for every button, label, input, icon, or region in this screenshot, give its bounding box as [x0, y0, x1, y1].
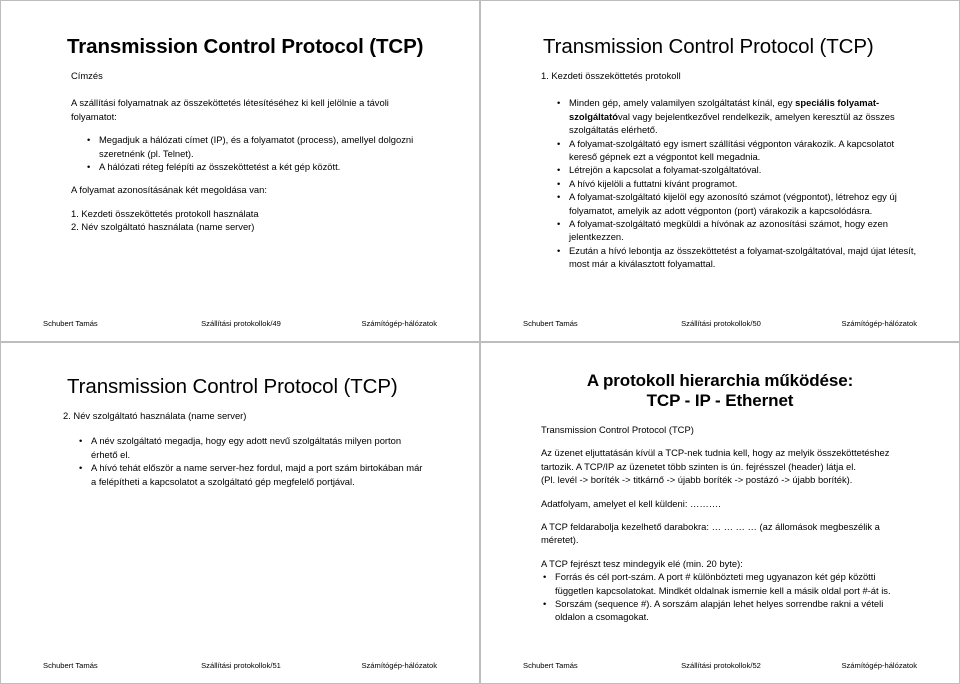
slide-49 [0, 0, 480, 342]
bullet-list [541, 570, 901, 624]
footer-page: Szállítási protokollok/49 [201, 319, 281, 328]
intro-text: A szállítási folyamatnak az összeköttetés létesítéséhez ki kell jelölnie a távoli folyamatot: [71, 97, 389, 122]
slide-51 [0, 342, 480, 684]
list-item: 1. Kezdeti összeköttetés protokoll használata [71, 207, 259, 219]
footer-course: Számítógép-hálózatok [841, 319, 917, 328]
slide-title-line1: A protokoll hierarchia működése: [586, 371, 854, 390]
bullet-text-a: Minden gép, amely valamilyen szolgáltatást kínál, egy [569, 97, 796, 109]
paragraph: Az üzenet eljuttatásán kívül a TCP-nek tudnia kell, hogy az melyik összeköttetéshez tartozik. A TCP/IP az üzenetet több szinten is ún. fejrésszel (header) látja el. [541, 447, 890, 472]
footer-course: Számítógép-hálózatok [841, 661, 917, 670]
footer-author: Schubert Tamás [523, 319, 578, 328]
footer-author: Schubert Tamás [43, 661, 98, 670]
list-item: • A hívó kijelöli a futtatni kívánt programot. [555, 177, 921, 190]
slide-title: Transmission Control Protocol (TCP) [67, 35, 424, 58]
list-item: • A folyamat-szolgáltató egy ismert szállítási végponton várakozik. A kapcsolatot kereső gépnek ezt a végpontot kell megadnia. [555, 137, 921, 164]
slide-title-line2: TCP - IP - Ethernet [646, 391, 794, 410]
slide-heading: 1. Kezdeti összeköttetés protokoll [541, 70, 681, 81]
slide-title [481, 371, 959, 411]
slide-heading: 2. Név szolgáltató használata (name server) [63, 410, 247, 421]
list-item: • A folyamat-szolgáltató kijelöl egy azonosító számot (végpontot), létrehoz egy új folyamatot, amelyik az adott végponton (port) várakozik a kapcsolódásra. [555, 190, 921, 217]
footer-author: Schubert Tamás [43, 319, 98, 328]
paragraph: A TCP fejrészt tesz mindegyik elé (min. 20 byte): [541, 557, 743, 569]
list-item: • A hívó tehát először a name server-hez fordul, majd a port szám birtokában már a felépítheti a kapcsolatot a szolgáltató gép megfelelő portjával. [77, 461, 423, 488]
list-item: • Sorszám (sequence #). A sorszám alapján lehet helyes sorrendbe rakni a vételi oldalon a csomagokat. [541, 597, 901, 624]
slide-body [541, 69, 921, 271]
bullet-list [85, 133, 431, 173]
slide-heading: Transmission Control Protocol (TCP) [541, 424, 694, 435]
slide-body [71, 69, 431, 234]
footer-course: Számítógép-hálózatok [361, 319, 437, 328]
slide-title: Transmission Control Protocol (TCP) [543, 35, 874, 58]
footer-page: Szállítási protokollok/51 [201, 661, 281, 670]
paragraph: (Pl. levél -> boríték -> titkárnő -> újabb boríték -> postázó -> újabb boríték). [541, 474, 853, 486]
slide-body [541, 423, 901, 624]
list-item: • A folyamat-szolgáltató megküldi a hívónak az azonosítási számot, hogy ezen jelentkezzen. [555, 217, 921, 244]
slide-50 [480, 0, 960, 342]
slide-title: Transmission Control Protocol (TCP) [67, 375, 398, 398]
paragraph: Adatfolyam, amelyet el kell küldeni: ………. [541, 497, 721, 509]
footer-page: Szállítási protokollok/50 [681, 319, 761, 328]
numbered-list [71, 207, 431, 234]
slide-body [63, 409, 423, 488]
bullet-text-c: val vagy bejelentkezővel rendelkezik, amelyen keresztül az összes szolgáltatás elérhető. [569, 110, 895, 136]
list-item: 2. Név szolgáltató használata (name server) [71, 221, 255, 233]
footer-course: Számítógép-hálózatok [361, 661, 437, 670]
footer-author: Schubert Tamás [523, 661, 578, 670]
footer-page: Szállítási protokollok/52 [681, 661, 761, 670]
slide-52 [480, 342, 960, 684]
bullet-list [77, 434, 423, 488]
list-item: • Forrás és cél port-szám. A port # különbözteti meg ugyanazon két gép közötti független kapcsolatokat. Mindkét oldalnak ismernie kell a másik oldal port #-át is. [541, 570, 901, 597]
paragraph: A TCP feldarabolja kezelhető darabokra: … … … … (az állomások megbeszélik a méretet). [541, 521, 880, 546]
slide-heading: Címzés [71, 70, 103, 81]
list-item: • A név szolgáltató megadja, hogy egy adott nevű szolgáltatás milyen porton érhető el. [77, 434, 423, 461]
bullet-list [555, 96, 921, 270]
subheading-text: A folyamat azonosításának két megoldása van: [71, 184, 267, 196]
list-item [555, 96, 921, 136]
list-item: • Ezután a hívó lebontja az összeköttetést a folyamat-szolgáltatóval, majd újat létesít, most már a kiválasztott folyamattal. [555, 244, 921, 271]
list-item: • A hálózati réteg felépíti az összeköttetést a két gép között. [85, 160, 431, 173]
list-item: • Létrejön a kapcsolat a folyamat-szolgáltatóval. [555, 163, 921, 176]
bullet-text-bold: speciális folyamat-szolgáltató [569, 97, 880, 122]
list-item: • Megadjuk a hálózati címet (IP), és a folyamatot (process), amellyel dolgozni szeretnénk (pl. Telnet). [85, 133, 431, 160]
